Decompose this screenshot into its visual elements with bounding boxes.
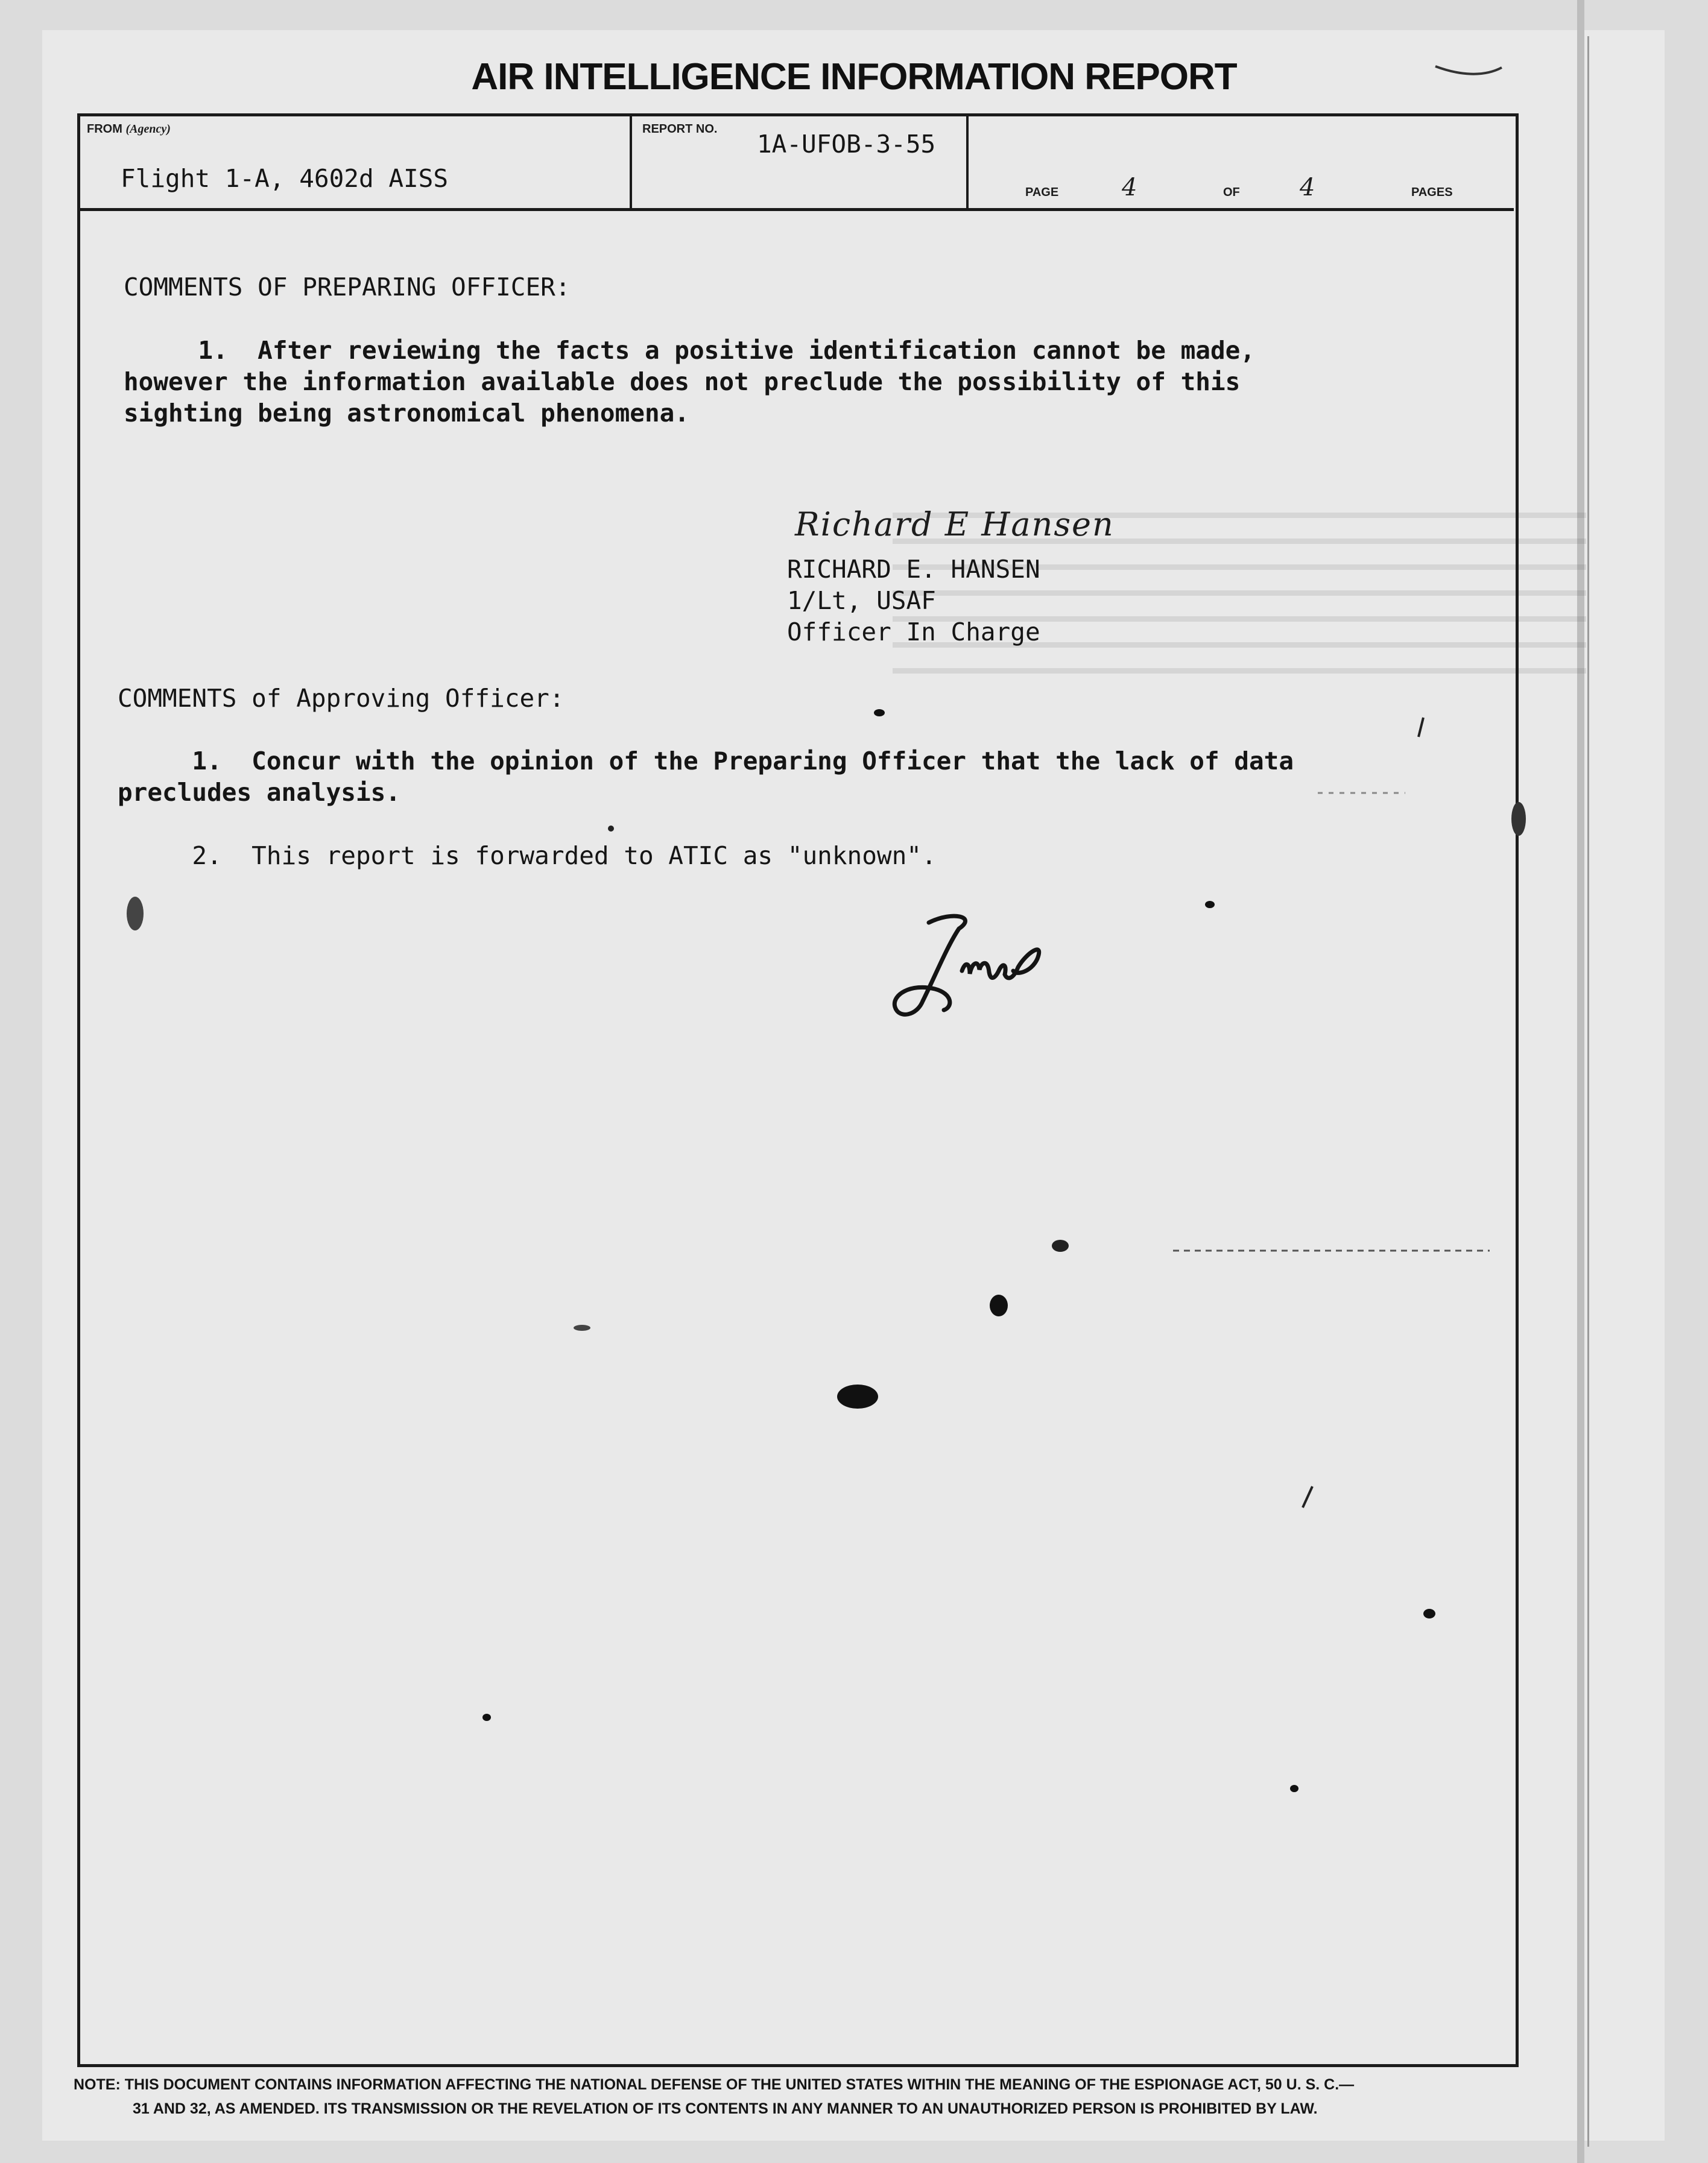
- signature-name: RICHARD E. HANSEN: [787, 555, 1040, 584]
- report-no-value: 1A-UFOB-3-55: [757, 130, 936, 159]
- approving-para1-line1: 1. Concur with the opinion of the Preparing Officer that the lack of data: [118, 747, 1294, 775]
- pages-label: PAGES: [1411, 186, 1453, 199]
- page-value: 4: [1122, 174, 1137, 201]
- of-value: 4: [1300, 174, 1315, 201]
- approving-para1-line2: precludes analysis.: [118, 778, 400, 807]
- hansen-signature: Richard E Hansen: [795, 505, 1115, 543]
- footer-note-line2: 31 AND 32, AS AMENDED. ITS TRANSMISSION OR THE REVELATION OF ITS CONTENTS IN ANY MANNER TO AN UNAUTHORIZED PERSON IS PROHIBITED BY LAW.: [133, 2100, 1318, 2117]
- footer-note-line1: NOTE: THIS DOCUMENT CONTAINS INFORMATION AFFECTING THE NATIONAL DEFENSE OF THE UNITED STATES WITHIN THE MEANING OF THE ESPIONAGE ACT, 50 U. S. C.—: [74, 2076, 1355, 2093]
- report-title: AIR INTELLIGENCE INFORMATION REPORT: [471, 56, 1237, 98]
- preparing-para1-line1: 1. After reviewing the facts a positive identification cannot be made,: [124, 336, 1255, 365]
- preparing-para1-line2: however the information available does not preclude the possibility of this: [124, 367, 1241, 396]
- preparing-heading: COMMENTS OF PREPARING OFFICER:: [124, 273, 571, 302]
- of-label: OF: [1223, 186, 1240, 199]
- from-value: Flight 1-A, 4602d AISS: [121, 164, 449, 193]
- approving-para2: 2. This report is forwarded to ATIC as "unknown".: [118, 841, 937, 870]
- signature-rank: 1/Lt, USAF: [787, 586, 936, 615]
- signature-title: Officer In Charge: [787, 617, 1040, 646]
- from-label: FROM (Agency): [87, 122, 171, 136]
- page-label: PAGE: [1025, 186, 1059, 199]
- approving-heading: COMMENTS of Approving Officer:: [118, 684, 565, 713]
- preparing-para1-line3: sighting being astronomical phenomena.: [124, 399, 689, 428]
- report-no-label: REPORT NO.: [642, 122, 718, 136]
